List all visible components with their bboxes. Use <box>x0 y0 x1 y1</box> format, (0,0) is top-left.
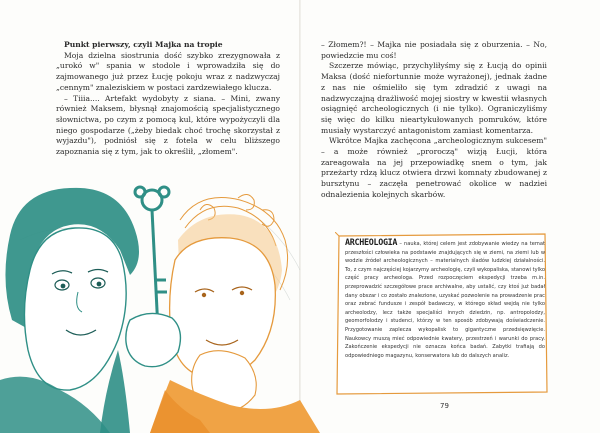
children-with-key-illustration <box>0 180 320 433</box>
paragraph: – Złomem?! – Majka nie posiadała się z oburzenia. – No, powiedzcie mu coś! <box>321 40 547 60</box>
left-page-text <box>56 40 280 158</box>
paragraph: Wkrótce Majka zachęcona „archeologicznym sukcesem" – a może również „proroczą" wizją Łucji, która zareagowała na jej przepowiadkę snem o tym, jak przeżarty rdzą klucz otwiera drzwi komnaty zbudowanej z bursztynu – zaczęła penetrować okolice w nadziei odnalezienia kolejnych skarbów. <box>321 136 547 199</box>
info-box-title: ARCHEOLOGIA <box>345 237 398 247</box>
info-box <box>335 232 550 397</box>
info-box-body <box>345 238 545 360</box>
right-page-text <box>321 40 547 201</box>
paragraph: Moja dzielna siostrunia dość szybko zrezygnowała z „urokó w" spania w stodole i wprowadziła się do zajmowanego już przez Łucję pokoju wraz z nadzwyczaj „cennym" znaleziskiem w postaci zardzewiałego klucza. <box>56 50 280 92</box>
info-box-definition: – nauka, której celem jest zdobywanie wiedzy na temat przeszłości człowieka na podstawie znajdujących się w ziemi, na ziemi lub w wodzie źródeł archeologicznych – materialnych śladów ludzkiej działalności. To, z czym najczęściej kojarzymy archeologię, czyli wykopaliska, stanowi tylko część pracy archeologa. Przed rozpoczęciem ekspedycji trzeba m.in. przeprowadzić szczegółowe prace archiwalne, aby ustalić, czy ktoś już badał dany obszar i co zostało znalezione, uzyskać pozwolenie na prowadzenie prac oraz zebrać fundusze i zespół badawczy, w którego skład wejdą nie tylko archeolodzy, lecz także specjaliści innych dziedzin, np. antropolodzy, geomorfolodzy i studenci, którzy w ten sposób zdobywają doświadczenie. Przygotowanie zaplecza wykopalisk to gigantyczne przedsięwzięcie. Naukowcy muszą mieć odpowiednie kwatery, przestrzeń i warunki do pracy. Zakończenie ekspedycji nie oznacza końca badań. Zabytki trafiają do odpowiedniego magazynu, konserwatora lub do dalszych analiz. <box>345 241 545 359</box>
page-number: 79 <box>440 402 449 410</box>
section-heading: Punkt pierwszy, czyli Majka na tropie <box>64 40 223 49</box>
paragraph: – Tiiia.... Artefakt wydobyty z siana. – Mini, zwany również Maksem, błysnął znajomością specjalistycznego słownictwa, po czym z pomocą kul, które wypożyczyli dla niego gospodarze („żeby biedak choć trochę skorzystał z wyjazdu"), podniósł się z fotela w celu bliższego zapoznania się z tym, jak to określił, „złomem". <box>56 93 280 157</box>
paragraph: Szczerze mówiąc, przychyliłyśmy się z Łucją do opinii Maksa (dość niefortunnie może wyrażonej), jednak żadne z nas nie ośmieliło się tym zdradzić z uwagi na nadzwyczajną drażliwość mojej siostry w kwestii własnych osiągnięć archeologicznych (i nie tylko). Ograniczyliśmy się więc do kilku nieartykułowanych pomruków, które musiały wystarczyć antagonistom zamiast komentarza. <box>321 61 547 135</box>
